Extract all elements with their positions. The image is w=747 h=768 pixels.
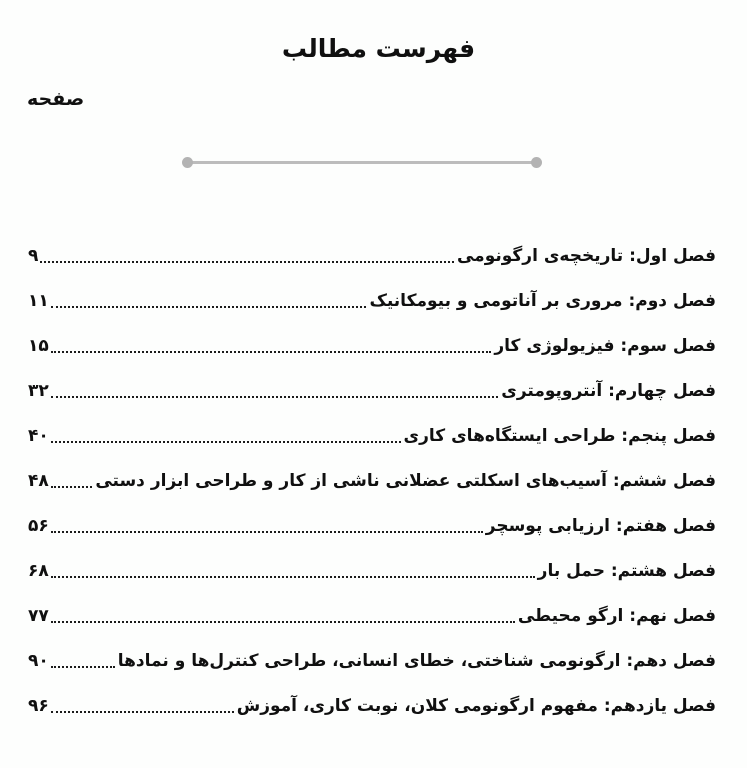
toc-list (28, 233, 716, 728)
toc-entry[interactable] (28, 593, 716, 638)
toc-entry[interactable] (28, 503, 716, 548)
toc-entry-page-number: ۱۱ (28, 290, 49, 311)
toc-entry-title: فصل اول: تاریخچه‌ی ارگونومی (456, 245, 716, 266)
dotted-leader (51, 306, 367, 308)
toc-entry[interactable] (28, 638, 716, 683)
toc-entry-page-number: ۱۵ (28, 335, 49, 356)
toc-entry-title: فصل یازدهم: مفهوم ارگونومی کلان، نوبت کاری، آموزش (236, 695, 716, 716)
toc-entry-title: فصل دوم: مروری بر آناتومی و بیومکانیک (369, 290, 716, 311)
toc-entry-page-number: ۹۰ (28, 650, 49, 671)
toc-entry-page-number: ۹ (28, 245, 39, 266)
toc-entry-page-number: ۵۶ (28, 515, 49, 536)
toc-entry-title: فصل دهم: ارگونومی شناختی، خطای انسانی، طراحی کنترل‌ها و نمادها (117, 650, 716, 671)
toc-entry[interactable] (28, 233, 716, 278)
dotted-leader (40, 261, 454, 263)
toc-entry-page-number: ۶۸ (28, 560, 49, 581)
toc-entry-title: فصل ششم: آسیب‌های اسکلتی عضلانی ناشی از کار و طراحی ابزار دستی (95, 470, 716, 491)
dotted-leader (51, 576, 535, 578)
dotted-leader (51, 351, 492, 353)
decorative-divider-line (186, 161, 538, 164)
toc-entry-title: فصل سوم: فیزیولوژی کار (494, 335, 716, 356)
toc-entry-page-number: ۴۰ (28, 425, 49, 446)
dotted-leader (51, 621, 515, 623)
dotted-leader (51, 531, 483, 533)
dotted-leader (51, 711, 234, 713)
toc-entry[interactable] (28, 683, 716, 728)
toc-entry[interactable] (28, 278, 716, 323)
page-title: فهرست مطالب (281, 34, 476, 63)
toc-entry-title: فصل نهم: ارگو محیطی (517, 605, 716, 626)
dotted-leader (51, 486, 93, 488)
dotted-leader (51, 666, 115, 668)
toc-entry-title: فصل هشتم: حمل بار (537, 560, 716, 581)
toc-entry-page-number: ۳۲ (28, 380, 49, 401)
toc-entry[interactable] (28, 368, 716, 413)
toc-entry[interactable] (28, 548, 716, 593)
toc-entry-title: فصل چهارم: آنتروپومتری (501, 380, 716, 401)
page-column-label: صفحه (27, 88, 85, 110)
toc-entry[interactable] (28, 323, 716, 368)
toc-entry[interactable] (28, 413, 716, 458)
toc-entry[interactable] (28, 458, 716, 503)
toc-entry-page-number: ۹۶ (28, 695, 49, 716)
toc-entry-page-number: ۷۷ (28, 605, 49, 626)
toc-entry-title: فصل پنجم: طراحی ایستگاه‌های کاری (403, 425, 716, 446)
toc-entry-title: فصل هفتم: ارزیابی پوسچر (485, 515, 716, 536)
toc-entry-page-number: ۴۸ (28, 470, 49, 491)
dotted-leader (51, 441, 401, 443)
dotted-leader (51, 396, 498, 398)
